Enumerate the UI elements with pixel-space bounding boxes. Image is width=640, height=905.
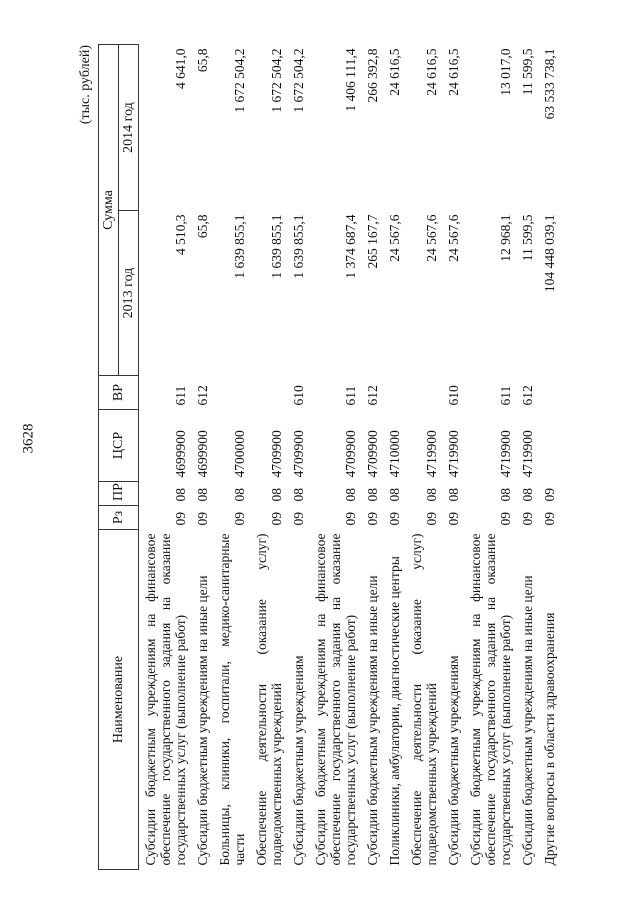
cell-vr: 611: [173, 385, 188, 406]
cell-name: Обеспечение деятельности (оказание услуг) подведомственных учреждений: [409, 533, 439, 866]
cell-y2013: 104 448 039,1: [542, 214, 557, 293]
cell-name: Субсидии бюджетным учреждениям на финансовое обеспечение государственного задания на оказание государственных услуг (выполнение работ): [313, 533, 358, 866]
cell-name: Субсидии бюджетным учреждениям на иные цели: [520, 575, 535, 866]
cell-pr: 08: [195, 488, 210, 502]
table-row: [405, 45, 442, 870]
cell-y2013: 12 968,1: [498, 214, 513, 262]
cell-pr: 08: [291, 488, 306, 502]
cell-y2014: 1 672 504,2: [269, 48, 284, 113]
cell-name: Субсидии бюджетным учреждениям на финансовое обеспечение государственного задания на оказание государственных услуг (выполнение работ): [468, 533, 513, 866]
cell-y2014: 24 616,5: [387, 48, 402, 96]
cell-rz: 09: [520, 512, 535, 526]
cell-rz: 09: [173, 512, 188, 526]
budget-table: [98, 44, 560, 870]
cell-y2014: 13 017,0: [498, 48, 513, 96]
cell-vr: [383, 376, 405, 410]
cell-csr: 4719900: [520, 430, 535, 478]
cell-csr: 4710000: [387, 430, 402, 478]
table-row: [309, 45, 361, 870]
cell-csr: 4699900: [173, 430, 188, 478]
cell-name: Субсидии бюджетным учреждениям на иные цели: [365, 575, 380, 866]
cell-y2013: 265 167,7: [365, 214, 380, 269]
rotated-page: [72, 25, 592, 885]
cell-csr: [538, 410, 560, 482]
table-row: [464, 45, 516, 870]
header-vr: ВР: [99, 376, 139, 410]
cell-y2013: 1 639 855,1: [232, 214, 247, 279]
cell-pr: 08: [424, 488, 439, 502]
cell-pr: 08: [232, 488, 247, 502]
cell-pr: 08: [269, 488, 284, 502]
cell-y2014: 1 672 504,2: [232, 48, 247, 113]
table-row: [139, 45, 192, 870]
cell-pr: 08: [343, 488, 358, 502]
cell-csr: 4709900: [365, 430, 380, 478]
cell-y2013: 11 599,5: [520, 214, 535, 262]
cell-name: Субсидии бюджетным учреждениям: [291, 655, 306, 866]
units-label: (тыс. рублей): [78, 45, 93, 125]
cell-rz: 09: [387, 512, 402, 526]
page-number: 3628: [20, 423, 37, 454]
cell-y2013: 1 639 855,1: [291, 214, 306, 279]
cell-y2014: 1 406 111,4: [343, 48, 358, 112]
cell-csr: 4709900: [269, 430, 284, 478]
cell-y2014: 11 599,5: [520, 48, 535, 96]
table-row: [383, 45, 405, 870]
cell-pr: 08: [387, 488, 402, 502]
cell-vr: 612: [365, 385, 380, 406]
cell-y2014: 65,8: [195, 48, 210, 73]
cell-rz: 09: [365, 512, 380, 526]
cell-rz: 09: [424, 512, 439, 526]
cell-y2013: 65,8: [195, 214, 210, 239]
cell-name: Больницы, клиники, госпитали, медико-санитарные части: [217, 533, 247, 866]
cell-pr: 08: [498, 488, 513, 502]
cell-y2014: 63 533 738,1: [542, 48, 557, 120]
cell-y2013: 24 567,6: [387, 214, 402, 262]
cell-pr: 09: [542, 488, 557, 502]
table-row: [538, 45, 560, 870]
cell-rz: 09: [269, 512, 284, 526]
table-row: [213, 45, 250, 870]
cell-vr: [213, 376, 250, 410]
cell-csr: 4709900: [291, 430, 306, 478]
cell-y2014: 24 616,5: [446, 48, 461, 96]
table-row: [516, 45, 538, 870]
cell-y2013: 24 567,6: [446, 214, 461, 262]
cell-rz: 09: [291, 512, 306, 526]
cell-y2014: 266 392,8: [365, 48, 380, 103]
cell-rz: 09: [498, 512, 513, 526]
cell-name: Субсидии бюджетным учреждениям на иные цели: [195, 575, 210, 866]
table-row: [287, 45, 309, 870]
cell-vr: [538, 376, 560, 410]
cell-pr: 08: [446, 488, 461, 502]
cell-vr: 612: [520, 385, 535, 406]
cell-y2013: 1 374 687,4: [343, 214, 358, 279]
cell-y2014: 4 641,0: [173, 48, 188, 89]
header-csr: ЦСР: [99, 410, 139, 482]
cell-pr: 08: [365, 488, 380, 502]
cell-vr: 611: [498, 385, 513, 406]
header-row: [99, 45, 119, 870]
cell-csr: 4719900: [424, 430, 439, 478]
cell-y2013: 24 567,6: [424, 214, 439, 262]
cell-y2013: 1 639 855,1: [269, 214, 284, 279]
cell-rz: 09: [232, 512, 247, 526]
cell-csr: 4699900: [195, 430, 210, 478]
header-name: Наименование: [99, 530, 139, 870]
table-row: [250, 45, 287, 870]
cell-csr: 4719900: [446, 430, 461, 478]
cell-csr: 4700000: [232, 430, 247, 478]
cell-vr: [250, 376, 287, 410]
cell-csr: 4719900: [498, 430, 513, 478]
cell-vr: 610: [291, 385, 306, 406]
cell-y2014: 1 672 504,2: [291, 48, 306, 113]
cell-name: Обеспечение деятельности (оказание услуг) подведомственных учреждений: [254, 533, 284, 866]
cell-csr: 4709900: [343, 430, 358, 478]
table-row: [191, 45, 213, 870]
header-pr: ПР: [99, 482, 139, 506]
cell-vr: [405, 376, 442, 410]
cell-rz: 09: [195, 512, 210, 526]
header-2013: 2013 год: [119, 211, 139, 376]
table-row: [442, 45, 464, 870]
cell-y2013: 4 510,3: [173, 214, 188, 255]
cell-name: Субсидии бюджетным учреждениям: [446, 655, 461, 866]
header-2014: 2014 год: [119, 45, 139, 211]
cell-vr: 610: [446, 385, 461, 406]
cell-y2014: 24 616,5: [424, 48, 439, 96]
header-sum: Сумма: [99, 45, 119, 376]
table-row: [361, 45, 383, 870]
cell-pr: 08: [520, 488, 535, 502]
header-rz: Рз: [99, 506, 139, 530]
cell-pr: 08: [173, 488, 188, 502]
cell-name: Другие вопросы в области здравоохранения: [542, 612, 557, 866]
cell-name: Поликлиники, амбулатории, диагностические центры: [387, 556, 402, 866]
cell-rz: 09: [542, 512, 557, 526]
table-body: [139, 45, 561, 870]
cell-name: Субсидии бюджетным учреждениям на финансовое обеспечение государственного задания на оказание государственных услуг (выполнение работ): [143, 533, 188, 866]
cell-rz: 09: [343, 512, 358, 526]
cell-vr: 611: [343, 385, 358, 406]
cell-vr: 612: [195, 385, 210, 406]
cell-rz: 09: [446, 512, 461, 526]
